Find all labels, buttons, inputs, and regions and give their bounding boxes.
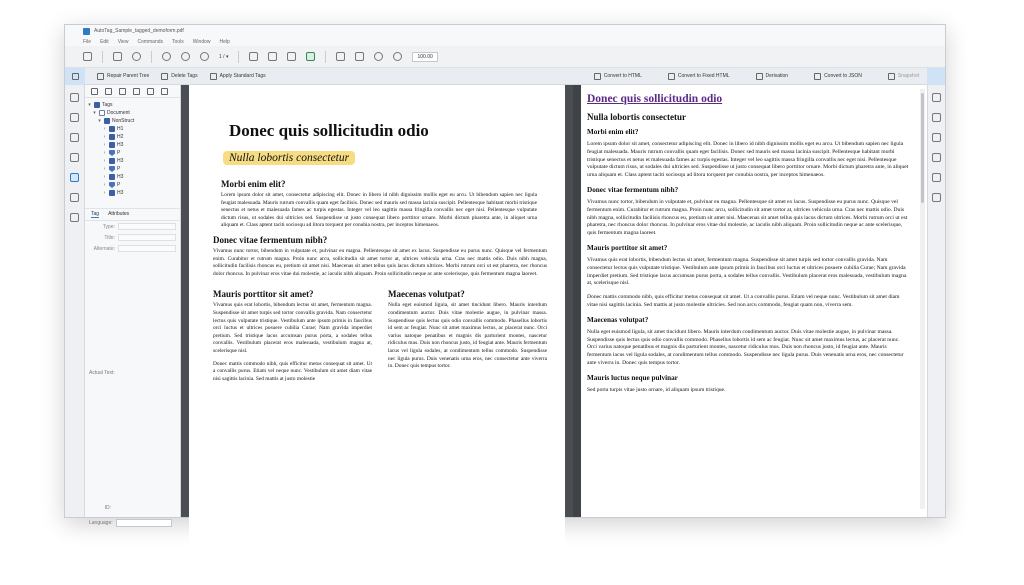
tree-toggle-icon[interactable]: ▾: [98, 118, 101, 124]
menu-edit[interactable]: Edit: [100, 38, 109, 45]
zoom-select[interactable]: 100.00: [412, 52, 437, 62]
tree-toggle-icon[interactable]: ▾: [93, 110, 96, 116]
tree-node[interactable]: [87, 181, 178, 189]
export-icon[interactable]: [932, 153, 941, 162]
language-row: [89, 519, 172, 527]
tags-panel-icon: [72, 73, 79, 80]
text-select-icon[interactable]: [287, 52, 296, 61]
tree-toggle-icon[interactable]: ›: [103, 134, 106, 140]
structure-icon[interactable]: [70, 193, 79, 202]
right-rail: [927, 85, 945, 517]
type-select[interactable]: [118, 223, 176, 230]
json-icon: [814, 73, 821, 80]
zoom-in-icon[interactable]: [374, 52, 383, 61]
type-row: [85, 221, 180, 232]
tree-node-label: Document: [107, 110, 130, 116]
left-panel-toggle[interactable]: [65, 68, 85, 85]
pdf-subtitle-highlighted: Nulla lobortis consectetur: [223, 151, 355, 165]
toolbar-divider: [102, 51, 103, 63]
tag-icon: [109, 190, 115, 196]
tree-node[interactable]: [87, 189, 178, 197]
html-paragraph: Sed porta turpis vitae justo ornare, id aliquam ipsum tristique.: [587, 386, 726, 393]
html-paragraph: Lorem ipsum dolor sit amet, consectetur adipiscing elit. Donec in libero id nibh dignissim mollis eget eu arcu. Ut bibendum sapien nec ligula feugiat malesuada. Mauris rutrum convallis quam eget facilisis. Donec sed mauris sed massa lacinia suscipit. Pellentesque habitant morbi tristique senectus et netus et malesuada fames ac turpis egestas. Integer vel leo sagittis massa fringilla convallis nec eget nisi. Pellentesque vulputate dictum risus, ut sodales dui ultricies sed. Suspendisse ut justo consequat libero porttitor ornare. Morbi dictum pharetra ante, in aliquet urna aliquam et. Class aptent taciti sociosqu ad litora torquent per conubia nostra, per inceptos himenaeos.: [587, 141, 909, 179]
html-scrollbar[interactable]: [920, 89, 925, 509]
html-heading: Donec quis sollicitudin odio: [587, 93, 723, 105]
select-cursor-icon[interactable]: [249, 52, 258, 61]
properties-tabs: [85, 208, 180, 221]
move-up-icon[interactable]: [119, 88, 126, 95]
tab-tag[interactable]: Tag: [91, 211, 100, 217]
conversion-actions: [582, 73, 927, 80]
previous-page-icon[interactable]: [162, 52, 171, 61]
tree-node-label: H3: [117, 190, 124, 196]
tags-panel-toolbar: [85, 85, 180, 98]
fixed-html-icon: [668, 73, 675, 80]
tree-node-label: H3: [117, 142, 124, 148]
tree-toggle-icon[interactable]: ›: [103, 158, 106, 164]
pdf-page: [189, 85, 565, 585]
main-toolbar: [65, 46, 945, 68]
tag-icon: [104, 118, 110, 124]
search-icon[interactable]: [132, 52, 141, 61]
view-splitter[interactable]: [573, 85, 581, 517]
tree-node[interactable]: [87, 117, 178, 125]
first-page-icon[interactable]: [181, 52, 190, 61]
document-icon: [99, 110, 105, 116]
actual-text-label: Actual Text:: [89, 370, 115, 376]
paragraph-tag-icon: [109, 166, 115, 172]
alternate-field[interactable]: [118, 245, 176, 252]
title-field[interactable]: [118, 234, 176, 241]
add-tag-icon[interactable]: [105, 88, 112, 95]
title-label: Title:: [104, 234, 115, 241]
tree-node-label: P: [117, 166, 121, 172]
tag-icon: [109, 174, 115, 180]
tree-node[interactable]: [87, 141, 178, 149]
workspace: [65, 85, 945, 526]
derivation-button[interactable]: [756, 73, 789, 80]
next-page-icon[interactable]: [200, 52, 209, 61]
open-file-icon[interactable]: [113, 52, 122, 61]
info-icon[interactable]: [932, 173, 941, 182]
tree-toggle-icon[interactable]: ›: [103, 182, 106, 188]
html-paragraph: Donec mattis commodo nibh, quis efficitur metus consequat sit amet. Ut a convallis purus. Etiam vel neque nunc. Vestibulum sit amet diam vitae nisi sagittis lacinia. Sed mattis at justo molestie ultricies. Sed non arcu commodo, feugiat quam non, viverra sem.: [587, 294, 900, 308]
convert-to-fixed-html-label: Convert to Fixed HTML: [677, 73, 730, 79]
html-section-title: Morbi enim elit?: [587, 128, 639, 136]
html-section-title: Mauris porttitor sit amet?: [587, 243, 668, 252]
reading-order-icon[interactable]: [932, 93, 941, 102]
tree-node-label: P: [117, 182, 121, 188]
html-section-title: Maecenas volutpat?: [587, 315, 649, 324]
tag-icon: [109, 126, 115, 132]
zoom-out-icon[interactable]: [393, 52, 402, 61]
language-label: Language:: [89, 520, 113, 526]
html-paragraph: Vivamus nunc tortor, bibendum in vulputate et, pulvinar eu magna. Pellentesque sit amet ex lacus. Suspendisse eu purus nunc. Quisque vel fermentum enim. Curabitur et rutrum magna. Proin nunc arcu, sollicitudin sit amet tortor at, ultrices vehicula urna. Cras nec mattis odio. Duis nibh magna, sollicitudin facilisis rhoncus eu, pretium sit amet nisi. Maecenas sit amet tellus quis lacus dictum ultrices. Morbi rutrum orci ut est pharetra, nec rhoncus dolor rhoncus. In pulvinar eros vitae dui molestie, ac iaculis nibh aliquam. Proin sollicitudin neque ac ante scelerisque, quis fermentum magna laoreet.: [587, 198, 908, 237]
pages-icon[interactable]: [70, 93, 79, 102]
title-bar: [65, 25, 945, 37]
repair-icon: [97, 73, 104, 80]
tree-node[interactable]: [87, 165, 178, 173]
pdf-paragraph: Lorem ipsum dolor sit amet, consectetur adipiscing elit. Donec in libero id nibh dignissim mollis eget eu arcu. Ut bibendum sapien nec ligula feugiat malesuada. Mauris rutrum convallis quam eget facilisis. Donec sed mauris sed massa lacinia suscipit. Pellentesque habitant morbi tristique senectus et netus et malesuada fames ac turpis egestas. Integer vel leo sagittis massa fringilla convallis nec eget nisi. Pellentesque vulputate dictum risus, ut sodales dui ultricies sed. Suspendisse ut justo consequat libero porttitor ornare. Morbi dictum pharetra ante, in aliquet urna aliquam et. Class aptent taciti sociosqu ad litora torquent per conubia nostra, per inceptos himenaeos.: [221, 192, 537, 229]
html-paragraph: Nulla eget euismod ligula, sit amet tincidunt libero. Mauris interdum condimentum auctor. Duis vitae molestie augue, in pulvinar massa. Suspendisse quis lectus quis odio convallis commodo. Phasellus lobortis id sem ac feugiat. Nunc sit amet maximus lectus, ac placerat nunc. Orci varius natoque penatibus et magnis dis parturient montes, nascetur ridiculus mus. Duis non rhoncus justo, id feugiat ante. Mauris fermentum lacus vel ligula sodales, at condimentum tellus commodo. Suspendisse nec ligula purus. Duis venenatis urna eros, nec consectetur ante viverra in. Donec quis tempus tortor.: [587, 328, 904, 366]
fit-page-icon[interactable]: [355, 52, 364, 61]
app-window: [64, 24, 946, 526]
convert-to-json-label: Convert to JSON: [824, 73, 862, 79]
tree-toggle-icon[interactable]: ›: [103, 142, 106, 148]
html-preview[interactable]: [581, 85, 927, 517]
tag-icon: [109, 158, 115, 164]
snapshot-label: Snapshot: [897, 73, 919, 79]
delete-icon: [161, 73, 168, 80]
camera-icon: [888, 73, 895, 80]
alternate-row: [85, 243, 180, 254]
pdf-heading: Donec quis sollicitudin odio: [229, 121, 429, 140]
tree-node[interactable]: [87, 101, 178, 109]
menu-help[interactable]: Help: [219, 38, 230, 45]
paragraph-tag-icon: [109, 182, 115, 188]
tree-toggle-icon[interactable]: ›: [103, 174, 106, 180]
tag-tree: [85, 98, 180, 208]
tag-view-icon[interactable]: [306, 52, 315, 61]
html-paragraph: Vivamus quis erat lobortis, bibendum lectus sit amet, fermentum magna. Suspendisse sit amet turpis sed tortor convallis gravida. Nam consectetur lectus quis vulputate tristique. Vestibulum ante ipsum primis in faucibus orci luctus et ultrices posuere cubilia Curae; Nam gravida imperdiet pretium. Sed tristique lacus accumsan purus porta, a sodales tellus convallis. Vestibulum placerat eros malesuada, vestibulum magna at, scelerisque nisl.: [587, 256, 907, 287]
convert-to-html-label: Convert to HTML: [603, 73, 642, 79]
title-row: [85, 232, 180, 243]
tree-toggle-icon[interactable]: ›: [103, 126, 106, 132]
layers-icon[interactable]: [70, 153, 79, 162]
menu-file[interactable]: File: [83, 38, 92, 45]
content-icon[interactable]: [70, 133, 79, 142]
tree-node-label: H3: [117, 158, 124, 164]
tag-icon: [210, 73, 217, 80]
pdf-column-left: [213, 284, 372, 383]
snapshot-button[interactable]: [888, 73, 919, 80]
pdf-section-title: Mauris porttitor sit amet?: [213, 289, 314, 300]
scrollbar-thumb[interactable]: [921, 93, 924, 203]
move-down-icon[interactable]: [133, 88, 140, 95]
tag-icon: [109, 134, 115, 140]
apply-standard-tags-label: Apply Standard Tags: [219, 73, 266, 79]
toolbar-divider: [325, 51, 326, 63]
pdf-paragraph: Vivamus quis erat lobortis, bibendum lectus sit amet, fermentum magna. Suspendisse sit amet turpis sed tortor convallis gravida. Nam consectetur lectus quis vulputate tristique. Vestibulum ante ipsum primis in faucibus orci luctus et ultrices posuere cubilia Curae; Nam gravida imperdiet pretium. Sed tristique lacus accumsan purus porta, a sodales tellus convallis. Vestibulum placerat eros malesuada, vestibulum magna at, scelerisque nisl.: [213, 302, 372, 354]
pdf-section-title: Maecenas volutpat?: [388, 289, 465, 300]
tree-node[interactable]: [87, 133, 178, 141]
tree-toggle-icon[interactable]: ›: [103, 166, 106, 172]
highlight-icon[interactable]: [161, 88, 168, 95]
id-label: ID:: [104, 505, 111, 511]
pdf-paragraph: Nulla eget euismod ligula, sit amet tincidunt libero. Mauris interdum condimentum auctor. Duis vitae molestie augue, in pulvinar massa. Suspendisse quis lectus quis odio convallis commodo. Phasellus lobortis id sem ac feugiat. Nunc sit amet maximus lectus, ac placerat nunc. Orci varius natoque penatibus et magnis dis parturient montes, nascetur ridiculus mus. Duis non rhoncus justo, id feugiat ante. Mauris fermentum lacus vel ligula sodales, at condimentum tellus commodo. Suspendisse nec ligula purus. Duis venenatis urna eros, nec consectetur ante viverra in. Donec quis tempus tortor.: [388, 302, 547, 370]
pdf-paragraph: Donec mattis commodo nibh, quis efficitur metus consequat sit amet. Ut a convallis purus. Etiam vel neque nunc. Vestibulum sit amet diam vitae nisi sagittis lacinia. Sed mattis at justo molestie: [213, 360, 372, 382]
pdf-two-columns: [213, 284, 547, 383]
delete-tags-button[interactable]: [161, 73, 197, 80]
accessibility-icon[interactable]: [932, 113, 941, 122]
delete-tags-label: Delete Tags: [171, 73, 198, 79]
tree-toggle-icon[interactable]: ▾: [88, 102, 91, 108]
tags-panel: [85, 85, 181, 526]
derivation-icon: [756, 73, 763, 80]
hand-tool-icon[interactable]: [268, 52, 277, 61]
pdf-column-right: [388, 284, 547, 383]
tab-attributes[interactable]: Attributes: [108, 211, 130, 217]
page-number[interactable]: 1 / ▾: [219, 53, 229, 60]
app-logo-icon: [83, 28, 90, 35]
pdf-section-morbi: [213, 179, 547, 230]
menu-window[interactable]: Window: [192, 38, 211, 45]
convert-to-json-button[interactable]: [814, 73, 862, 80]
find-tag-icon[interactable]: [147, 88, 154, 95]
tree-node[interactable]: [87, 157, 178, 165]
tree-node-label: H1: [117, 126, 124, 132]
convert-to-html-button[interactable]: [594, 73, 642, 80]
tree-toggle-icon[interactable]: ›: [103, 150, 106, 156]
apply-standard-tags-button[interactable]: [210, 73, 266, 80]
tree-node-label: NonStruct: [112, 118, 135, 124]
html-section-title: Mauris luctus neque pulvinar: [587, 373, 678, 382]
tree-node-label: H3: [117, 174, 124, 180]
tree-node[interactable]: [87, 173, 178, 181]
html-section-title: Donec vitae fermentum nibh?: [587, 185, 679, 194]
home-icon[interactable]: [83, 52, 92, 61]
tree-node-label: H2: [117, 134, 124, 140]
location-icon[interactable]: [932, 193, 941, 202]
tree-node-label: P: [117, 150, 121, 156]
tag-icon: [109, 142, 115, 148]
derivation-label: Derivation: [765, 73, 789, 79]
repair-parent-tree-label: Repair Parent Tree: [107, 73, 150, 79]
tag-icon: [94, 102, 100, 108]
toolbar-divider: [151, 51, 152, 63]
menu-tools[interactable]: Tools: [172, 38, 184, 45]
tree-toggle-icon[interactable]: ›: [103, 190, 106, 196]
bookmarks-icon[interactable]: [70, 113, 79, 122]
tree-node[interactable]: [87, 109, 178, 117]
type-label: Type:: [102, 223, 115, 230]
expand-icon[interactable]: [91, 88, 98, 95]
html-subheading: Nulla lobortis consectetur: [587, 112, 686, 122]
tree-node-label: Tags: [102, 102, 113, 108]
pdf-section-title: Morbi enim elit?: [221, 179, 286, 189]
pdf-viewer[interactable]: [181, 85, 573, 517]
repair-parent-tree-button[interactable]: [97, 73, 149, 80]
convert-to-fixed-html-button[interactable]: [668, 73, 730, 80]
toolbar-divider: [238, 51, 239, 63]
language-select[interactable]: [116, 519, 172, 527]
window-title: AutoTag_Sample_tagged_demoform.pdf: [94, 28, 184, 34]
alternate-label: Alternate:: [93, 245, 115, 252]
tree-node[interactable]: [87, 125, 178, 133]
settings-icon[interactable]: [932, 133, 941, 142]
tags-toolbar: [65, 68, 945, 85]
menu-view[interactable]: View: [117, 38, 129, 45]
right-panel-toggle[interactable]: [927, 68, 945, 85]
paragraph-tag-icon: [109, 150, 115, 156]
tags-icon[interactable]: [70, 173, 79, 182]
pdf-paragraph: Vivamus nunc tortor, bibendum in vulputate et, pulvinar eu magna. Pellentesque sit amet ex lacus. Suspendisse eu purus nunc. Quisque vel fermentum enim. Curabitur et rutrum magna. Proin nunc arcu, sollicitudin sit amet tortor at, ultrices vehicula urna. Cras nec mattis odio. Duis nibh magna, sollicitudin facilisis rhoncus eu, pretium sit amet nisi. Maecenas sit amet tellus quis lacus dictum ultrices. Morbi rutrum orci ut est pharetra, nec rhoncus dolor rhoncus. In pulvinar eros vitae dui molestie, ac iaculis nibh aliquam. Proin sollicitudin neque ac ante scelerisque, quis fermentum magna laoreet.: [213, 247, 547, 277]
menu-bar: [65, 37, 945, 46]
left-rail: [65, 85, 85, 517]
pdf-section-title: Donec vitae fermentum nibh?: [213, 234, 328, 245]
menu-commands[interactable]: Commands: [137, 38, 164, 45]
fonts-icon[interactable]: [70, 213, 79, 222]
html-icon: [594, 73, 601, 80]
tree-node[interactable]: [87, 149, 178, 157]
single-page-icon[interactable]: [336, 52, 345, 61]
